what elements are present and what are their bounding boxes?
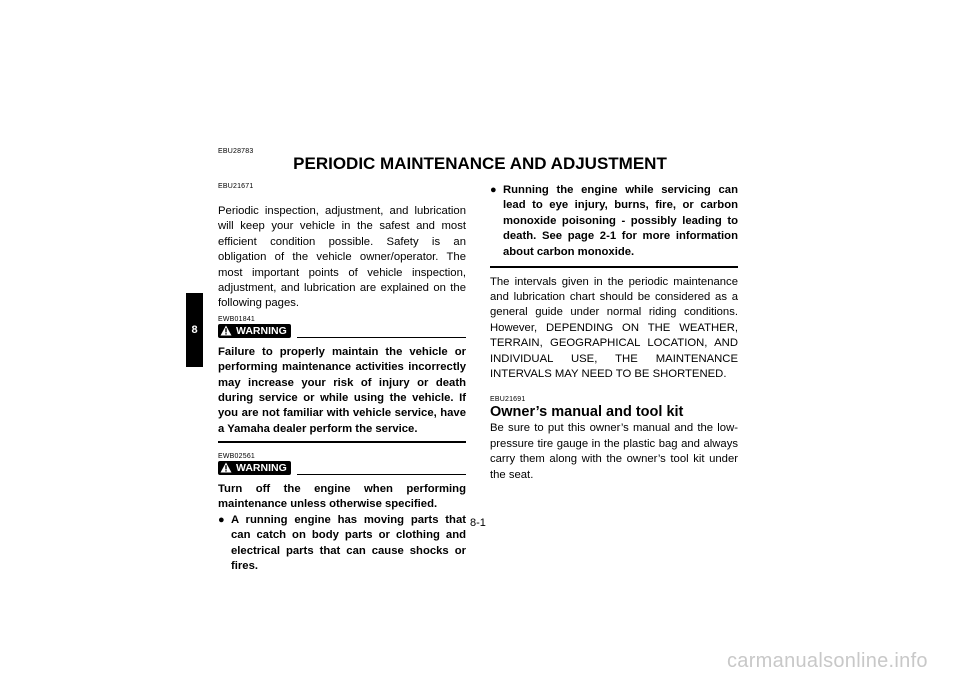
warning2-header (218, 461, 466, 475)
bullet-icon: ● (218, 513, 225, 526)
page-title: PERIODIC MAINTENANCE AND ADJUSTMENT (293, 154, 667, 173)
toolkit-code: EBU21691 (490, 396, 526, 404)
warning1-text: Failure to properly maintain the vehicle or performing maintenance activities incorrectly may increase your risk of injury or death during service or while using the vehicle. If you are not familiar with vehicle service, have a Yamaha dealer perform the service. (218, 345, 466, 435)
warning-triangle-icon (220, 462, 232, 473)
warning2-bullet-text: A running engine has moving parts that can catch on body parts or clothing and electrical parts that can cause shocks or fires. (231, 513, 466, 572)
left-column (218, 183, 466, 574)
heading-code: EBU28783 (218, 148, 254, 155)
warning2-bullet (218, 513, 466, 575)
intro-text: Periodic inspection, adjustment, and lubrication will keep your vehicle in the safest and most efficient condition possible. Safety is an obligation of the vehicle owner/operator. The most important points of vehicle inspection, adjustment, and lubrication are explained on the following pages. (218, 205, 466, 310)
toolkit-text: Be sure to put this owner’s manual and the low-pressure tire gauge in the plastic bag and always carry them along with the owner’s tool kit under the seat. (490, 422, 738, 481)
warning2-bullet-continued (490, 183, 738, 260)
warning-triangle-icon (220, 325, 232, 336)
warning1-code: EWB01841 (218, 315, 256, 323)
right-column (490, 183, 738, 483)
watermark-text: carmanualsonline.info (727, 650, 928, 672)
warning2-bottom-rule (490, 266, 738, 268)
warning1-badge (218, 324, 291, 338)
warning1-header (218, 324, 466, 338)
intro-code: EBU21671 (218, 183, 254, 190)
page-number: 8-1 (470, 517, 486, 529)
warning2-code: EWB02561 (218, 452, 256, 460)
warning1-top-rule (297, 325, 466, 338)
right-bullet-text: Running the engine while servicing can lead to eye injury, burns, fire, or carbon monoxide poisoning - possibly leading to death. See page 2-1 for more information about carbon monoxide. (503, 184, 738, 258)
warning1-label: WARNING (236, 324, 287, 337)
warning2-top-rule (297, 462, 466, 475)
warning1-bottom-rule (218, 441, 466, 443)
section-tab: 8 (186, 293, 203, 367)
warning2-badge (218, 461, 291, 475)
toolkit-title: Owner’s manual and tool kit (490, 404, 684, 421)
warning2-text: Turn off the engine when performing maintenance unless otherwise specified. (218, 482, 466, 511)
bullet-icon: ● (490, 184, 497, 196)
intervals-text: The intervals given in the periodic maintenance and lubrication chart should be considered as a general guide under normal riding conditions. However, DEPENDING ON THE WEATHER, TERRAIN, GEOGRAPHICAL LOCATION, AND INDIVIDUAL USE, THE MAINTENANCE INTERVALS MAY NEED TO BE SHORTENED. (490, 275, 738, 381)
warning2-label: WARNING (236, 461, 287, 474)
